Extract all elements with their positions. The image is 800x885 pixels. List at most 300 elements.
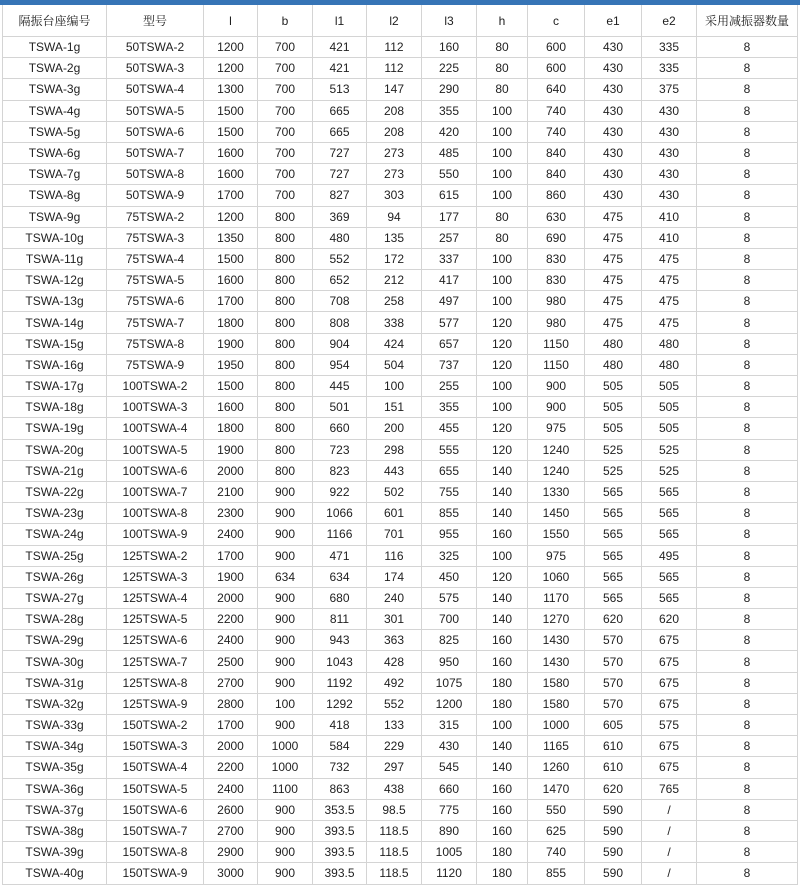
table-cell: 575	[642, 715, 697, 736]
table-cell: 475	[585, 248, 642, 269]
table-cell: 140	[477, 757, 528, 778]
table-cell: 505	[585, 376, 642, 397]
table-cell: 800	[258, 270, 313, 291]
table-cell: 1150	[528, 354, 585, 375]
table-row	[3, 863, 798, 884]
table-cell: TSWA-22g	[3, 481, 107, 502]
table-cell: 424	[367, 333, 422, 354]
table-cell: 1240	[528, 460, 585, 481]
table-cell: 50TSWA-2	[107, 37, 204, 58]
table-cell: /	[642, 799, 697, 820]
table-row	[3, 503, 798, 524]
table-cell: 2400	[204, 630, 258, 651]
table-cell: 100TSWA-7	[107, 481, 204, 502]
table-cell: 8	[697, 778, 798, 799]
table-cell: 335	[642, 37, 697, 58]
table-cell: 160	[477, 778, 528, 799]
table-cell: 125TSWA-4	[107, 587, 204, 608]
table-cell: /	[642, 820, 697, 841]
table-cell: 200	[367, 418, 422, 439]
table-cell: 450	[422, 566, 477, 587]
table-cell: 120	[477, 418, 528, 439]
table-cell: 727	[313, 164, 367, 185]
table-cell: 808	[313, 312, 367, 333]
table-cell: 975	[528, 545, 585, 566]
table-cell: 800	[258, 418, 313, 439]
table-cell: 700	[258, 79, 313, 100]
table-cell: 504	[367, 354, 422, 375]
table-cell: 775	[422, 799, 477, 820]
table-cell: 620	[585, 778, 642, 799]
table-cell: 8	[697, 439, 798, 460]
table-cell: 601	[367, 503, 422, 524]
table-cell: 900	[258, 820, 313, 841]
table-cell: 80	[477, 227, 528, 248]
table-cell: 8	[697, 545, 798, 566]
table-cell: 8	[697, 651, 798, 672]
table-cell: /	[642, 863, 697, 884]
table-cell: 428	[367, 651, 422, 672]
column-header-1: 型号	[107, 5, 204, 37]
table-cell: 160	[477, 820, 528, 841]
table-cell: 100TSWA-9	[107, 524, 204, 545]
table-cell: 900	[258, 524, 313, 545]
table-cell: TSWA-15g	[3, 333, 107, 354]
table-cell: 492	[367, 672, 422, 693]
table-cell: 615	[422, 185, 477, 206]
table-cell: 100	[477, 270, 528, 291]
table-cell: 180	[477, 693, 528, 714]
table-cell: 1240	[528, 439, 585, 460]
table-cell: 2500	[204, 651, 258, 672]
table-cell: 135	[367, 227, 422, 248]
table-cell: 1200	[204, 58, 258, 79]
table-cell: 393.5	[313, 863, 367, 884]
table-cell: 98.5	[367, 799, 422, 820]
table-cell: 120	[477, 312, 528, 333]
table-cell: TSWA-9g	[3, 206, 107, 227]
column-header-11: 采用减振器数量	[697, 5, 798, 37]
table-row	[3, 333, 798, 354]
table-cell: 1600	[204, 270, 258, 291]
table-cell: TSWA-10g	[3, 227, 107, 248]
table-cell: 900	[258, 863, 313, 884]
table-row	[3, 291, 798, 312]
table-cell: 430	[585, 79, 642, 100]
table-cell: 100	[477, 100, 528, 121]
table-cell: 1200	[422, 693, 477, 714]
table-cell: 430	[642, 121, 697, 142]
table-cell: 125TSWA-5	[107, 609, 204, 630]
table-cell: TSWA-25g	[3, 545, 107, 566]
table-cell: 605	[585, 715, 642, 736]
table-cell: 740	[528, 100, 585, 121]
table-cell: 480	[642, 333, 697, 354]
table-cell: 900	[258, 672, 313, 693]
vibration-isolation-spec-table	[2, 5, 798, 885]
table-cell: TSWA-29g	[3, 630, 107, 651]
table-cell: 50TSWA-3	[107, 58, 204, 79]
table-row	[3, 672, 798, 693]
table-row	[3, 354, 798, 375]
table-cell: 208	[367, 100, 422, 121]
table-cell: 100	[477, 291, 528, 312]
table-cell: 8	[697, 460, 798, 481]
table-cell: 495	[642, 545, 697, 566]
table-cell: 375	[642, 79, 697, 100]
table-cell: 151	[367, 397, 422, 418]
table-cell: 610	[585, 757, 642, 778]
table-cell: 150TSWA-7	[107, 820, 204, 841]
table-cell: 2200	[204, 757, 258, 778]
table-cell: 590	[585, 863, 642, 884]
table-cell: 125TSWA-9	[107, 693, 204, 714]
table-cell: TSWA-16g	[3, 354, 107, 375]
table-row	[3, 820, 798, 841]
table-cell: 1166	[313, 524, 367, 545]
table-cell: 100	[477, 164, 528, 185]
table-row	[3, 185, 798, 206]
table-row	[3, 545, 798, 566]
table-cell: 1075	[422, 672, 477, 693]
table-cell: 755	[422, 481, 477, 502]
table-cell: 75TSWA-3	[107, 227, 204, 248]
table-cell: 1700	[204, 291, 258, 312]
table-cell: 675	[642, 693, 697, 714]
table-cell: TSWA-14g	[3, 312, 107, 333]
table-cell: 800	[258, 376, 313, 397]
table-cell: 830	[528, 270, 585, 291]
table-cell: 840	[528, 142, 585, 163]
table-cell: 8	[697, 524, 798, 545]
table-cell: 1800	[204, 312, 258, 333]
table-cell: 100	[477, 397, 528, 418]
table-cell: 1500	[204, 248, 258, 269]
table-cell: 8	[697, 481, 798, 502]
table-cell: 2600	[204, 799, 258, 820]
table-cell: 1700	[204, 545, 258, 566]
table-row	[3, 757, 798, 778]
table-cell: TSWA-37g	[3, 799, 107, 820]
table-cell: 8	[697, 397, 798, 418]
table-cell: 445	[313, 376, 367, 397]
table-cell: 505	[585, 418, 642, 439]
table-cell: 565	[585, 503, 642, 524]
table-cell: 690	[528, 227, 585, 248]
table-cell: 50TSWA-8	[107, 164, 204, 185]
table-cell: 2700	[204, 672, 258, 693]
table-cell: 655	[422, 460, 477, 481]
table-cell: TSWA-21g	[3, 460, 107, 481]
table-cell: 855	[528, 863, 585, 884]
table-cell: 2200	[204, 609, 258, 630]
table-cell: 1200	[204, 37, 258, 58]
column-header-5: l2	[367, 5, 422, 37]
table-cell: 1170	[528, 587, 585, 608]
table-cell: 1200	[204, 206, 258, 227]
table-cell: 75TSWA-4	[107, 248, 204, 269]
table-cell: 2700	[204, 820, 258, 841]
table-cell: 570	[585, 630, 642, 651]
table-cell: 900	[258, 842, 313, 863]
table-cell: 900	[258, 545, 313, 566]
table-cell: 471	[313, 545, 367, 566]
column-header-2: l	[204, 5, 258, 37]
table-cell: 525	[585, 460, 642, 481]
table-cell: 160	[477, 630, 528, 651]
table-cell: TSWA-7g	[3, 164, 107, 185]
table-cell: 565	[642, 481, 697, 502]
table-cell: 140	[477, 481, 528, 502]
table-cell: 8	[697, 227, 798, 248]
table-cell: 513	[313, 79, 367, 100]
table-cell: 590	[585, 820, 642, 841]
table-cell: 8	[697, 100, 798, 121]
table-cell: 8	[697, 248, 798, 269]
table-cell: 950	[422, 651, 477, 672]
table-cell: TSWA-13g	[3, 291, 107, 312]
table-cell: 50TSWA-5	[107, 100, 204, 121]
table-cell: 303	[367, 185, 422, 206]
table-cell: 8	[697, 142, 798, 163]
table-cell: 430	[642, 185, 697, 206]
table-cell: 502	[367, 481, 422, 502]
table-cell: 480	[642, 354, 697, 375]
table-cell: 660	[422, 778, 477, 799]
table-cell: 1000	[258, 736, 313, 757]
table-cell: 1350	[204, 227, 258, 248]
table-cell: 80	[477, 79, 528, 100]
table-cell: 675	[642, 630, 697, 651]
table-cell: 8	[697, 58, 798, 79]
table-cell: 140	[477, 609, 528, 630]
table-cell: TSWA-32g	[3, 693, 107, 714]
table-cell: 125TSWA-6	[107, 630, 204, 651]
table-cell: 430	[585, 185, 642, 206]
table-cell: 1060	[528, 566, 585, 587]
table-row	[3, 842, 798, 863]
table-row	[3, 58, 798, 79]
table-cell: 315	[422, 715, 477, 736]
table-cell: 430	[585, 58, 642, 79]
table-cell: 737	[422, 354, 477, 375]
table-cell: 369	[313, 206, 367, 227]
table-cell: 700	[258, 121, 313, 142]
table-cell: 150TSWA-4	[107, 757, 204, 778]
table-cell: 1600	[204, 164, 258, 185]
table-cell: TSWA-20g	[3, 439, 107, 460]
table-cell: 430	[422, 736, 477, 757]
table-cell: 337	[422, 248, 477, 269]
table-cell: 765	[642, 778, 697, 799]
table-cell: 565	[585, 587, 642, 608]
table-cell: 480	[585, 354, 642, 375]
table-cell: 50TSWA-9	[107, 185, 204, 206]
table-cell: 634	[313, 566, 367, 587]
table-cell: 410	[642, 227, 697, 248]
table-cell: 75TSWA-5	[107, 270, 204, 291]
table-row	[3, 121, 798, 142]
table-cell: 1000	[528, 715, 585, 736]
table-cell: 8	[697, 312, 798, 333]
table-cell: 2000	[204, 587, 258, 608]
table-cell: TSWA-31g	[3, 672, 107, 693]
table-cell: 700	[258, 58, 313, 79]
table-cell: 525	[585, 439, 642, 460]
table-cell: 443	[367, 460, 422, 481]
table-cell: 100	[477, 142, 528, 163]
table-cell: 1120	[422, 863, 477, 884]
table-cell: TSWA-11g	[3, 248, 107, 269]
table-cell: 140	[477, 736, 528, 757]
table-cell: 8	[697, 587, 798, 608]
table-cell: 1900	[204, 333, 258, 354]
table-cell: 475	[585, 270, 642, 291]
table-cell: 225	[422, 58, 477, 79]
table-cell: 723	[313, 439, 367, 460]
table-cell: 552	[367, 693, 422, 714]
table-cell: 100	[477, 376, 528, 397]
table-cell: 325	[422, 545, 477, 566]
table-cell: 657	[422, 333, 477, 354]
table-cell: 100TSWA-2	[107, 376, 204, 397]
table-cell: 8	[697, 842, 798, 863]
table-cell: TSWA-8g	[3, 185, 107, 206]
table-cell: 860	[528, 185, 585, 206]
table-cell: 943	[313, 630, 367, 651]
table-cell: 1270	[528, 609, 585, 630]
table-cell: 890	[422, 820, 477, 841]
table-row	[3, 248, 798, 269]
table-cell: 2400	[204, 524, 258, 545]
table-cell: 100	[477, 185, 528, 206]
table-cell: 625	[528, 820, 585, 841]
table-row	[3, 79, 798, 100]
table-cell: 823	[313, 460, 367, 481]
column-header-4: l1	[313, 5, 367, 37]
table-cell: 363	[367, 630, 422, 651]
table-cell: 570	[585, 693, 642, 714]
table-row	[3, 227, 798, 248]
table-cell: 150TSWA-5	[107, 778, 204, 799]
table-cell: 610	[585, 736, 642, 757]
table-cell: 125TSWA-3	[107, 566, 204, 587]
table-cell: 393.5	[313, 842, 367, 863]
table-cell: 118.5	[367, 820, 422, 841]
table-cell: 565	[642, 524, 697, 545]
table-cell: TSWA-2g	[3, 58, 107, 79]
table-row	[3, 609, 798, 630]
table-cell: 1450	[528, 503, 585, 524]
table-cell: TSWA-5g	[3, 121, 107, 142]
table-cell: 100TSWA-4	[107, 418, 204, 439]
table-cell: TSWA-4g	[3, 100, 107, 121]
table-row	[3, 630, 798, 651]
table-cell: 8	[697, 121, 798, 142]
table-cell: 1100	[258, 778, 313, 799]
table-header	[3, 5, 798, 37]
table-cell: 8	[697, 672, 798, 693]
table-cell: 1600	[204, 397, 258, 418]
table-cell: 417	[422, 270, 477, 291]
table-cell: 700	[422, 609, 477, 630]
table-cell: 177	[422, 206, 477, 227]
table-cell: 160	[422, 37, 477, 58]
table-cell: 180	[477, 672, 528, 693]
table-cell: TSWA-24g	[3, 524, 107, 545]
table-cell: 172	[367, 248, 422, 269]
table-cell: 1165	[528, 736, 585, 757]
table-cell: 665	[313, 121, 367, 142]
table-cell: 900	[258, 503, 313, 524]
table-cell: 1700	[204, 715, 258, 736]
table-cell: 8	[697, 333, 798, 354]
table-cell: 675	[642, 757, 697, 778]
column-header-10: e2	[642, 5, 697, 37]
table-row	[3, 693, 798, 714]
table-cell: 475	[642, 312, 697, 333]
table-row	[3, 778, 798, 799]
table-cell: 430	[585, 164, 642, 185]
table-cell: 475	[585, 206, 642, 227]
table-cell: 8	[697, 566, 798, 587]
table-cell: 2000	[204, 460, 258, 481]
table-cell: 954	[313, 354, 367, 375]
table-cell: 1330	[528, 481, 585, 502]
table-cell: 273	[367, 164, 422, 185]
column-header-6: l3	[422, 5, 477, 37]
table-cell: 900	[258, 481, 313, 502]
table-cell: 430	[642, 142, 697, 163]
table-cell: TSWA-6g	[3, 142, 107, 163]
table-cell: 208	[367, 121, 422, 142]
table-cell: 150TSWA-9	[107, 863, 204, 884]
table-cell: 420	[422, 121, 477, 142]
table-cell: 830	[528, 248, 585, 269]
table-cell: 8	[697, 206, 798, 227]
column-header-9: e1	[585, 5, 642, 37]
table-cell: 174	[367, 566, 422, 587]
table-cell: 900	[258, 587, 313, 608]
table-cell: 680	[313, 587, 367, 608]
table-cell: 630	[528, 206, 585, 227]
table-row	[3, 164, 798, 185]
table-cell: 150TSWA-2	[107, 715, 204, 736]
table-cell: 125TSWA-8	[107, 672, 204, 693]
table-cell: 825	[422, 630, 477, 651]
table-cell: 1900	[204, 566, 258, 587]
table-cell: 455	[422, 418, 477, 439]
table-cell: 800	[258, 227, 313, 248]
column-header-0: 隔振台座编号	[3, 5, 107, 37]
table-cell: 8	[697, 503, 798, 524]
table-cell: 565	[642, 566, 697, 587]
table-cell: 1300	[204, 79, 258, 100]
table-cell: 550	[528, 799, 585, 820]
table-cell: 475	[585, 227, 642, 248]
table-cell: 94	[367, 206, 422, 227]
column-header-3: b	[258, 5, 313, 37]
table-row	[3, 312, 798, 333]
table-row	[3, 37, 798, 58]
table-cell: 740	[528, 121, 585, 142]
table-cell: 1800	[204, 418, 258, 439]
table-cell: 2000	[204, 736, 258, 757]
table-cell: 1150	[528, 333, 585, 354]
table-body	[3, 37, 798, 885]
table-cell: 565	[642, 587, 697, 608]
table-cell: TSWA-19g	[3, 418, 107, 439]
